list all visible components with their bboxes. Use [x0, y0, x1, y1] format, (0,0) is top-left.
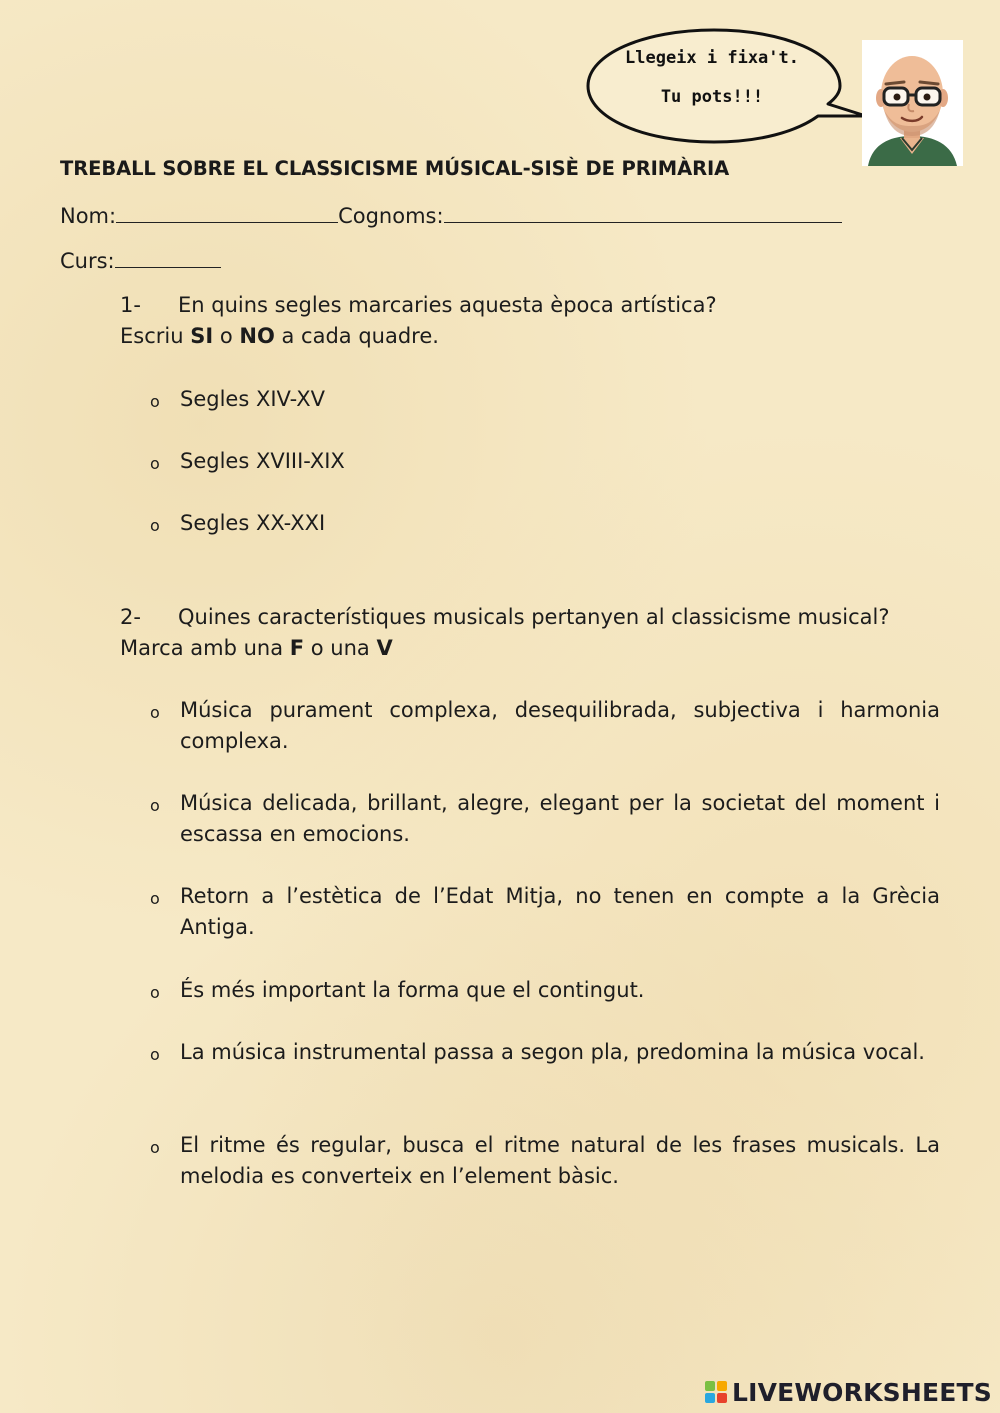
- list-item[interactable]: [150, 788, 940, 850]
- list-item[interactable]: [150, 1130, 940, 1192]
- question-1-instruction: Escriu SI o NO a cada quadre.: [120, 324, 439, 348]
- logo-square-3: [705, 1393, 715, 1403]
- bullet-icon: o: [150, 796, 160, 815]
- liveworksheets-logo: [705, 1378, 992, 1407]
- list-item[interactable]: [150, 881, 940, 943]
- question-2-number: 2-: [120, 605, 141, 629]
- list-item[interactable]: [150, 1037, 940, 1068]
- option-text: És més important la forma que el contingut.: [180, 978, 645, 1002]
- option-text: El ritme és regular, busca el ritme natural de les frases musicals. La melodia es converteix en l’element bàsic.: [180, 1133, 940, 1188]
- option-text: Segles XIV-XV: [180, 387, 325, 411]
- option-text: Segles XX-XXI: [180, 511, 326, 535]
- logo-square-2: [717, 1381, 727, 1391]
- liveworksheets-text: LIVEWORKSHEETS: [731, 1378, 992, 1407]
- question-2-text: Quines característiques musicals pertanyen al classicisme musical?: [178, 605, 890, 629]
- question-1-text: En quins segles marcaries aquesta època artística?: [178, 293, 717, 317]
- curs-label: Curs:: [60, 249, 115, 273]
- list-item[interactable]: [150, 446, 940, 477]
- curs-row: [60, 247, 221, 273]
- nom-label: Nom:: [60, 204, 117, 228]
- avatar: [862, 40, 963, 166]
- list-item[interactable]: [150, 384, 940, 415]
- option-text: Segles XVIII-XIX: [180, 449, 345, 473]
- page-title: TREBALL SOBRE EL CLASSICISME MÚSICAL-SISÈ DE PRIMÀRIA: [60, 157, 730, 180]
- option-text: La música instrumental passa a segon pla, predomina la música vocal.: [180, 1040, 925, 1064]
- bullet-icon: o: [150, 703, 160, 722]
- question-2-instruction: Marca amb una F o una V: [120, 636, 393, 660]
- question-1-number: 1-: [120, 293, 141, 317]
- curs-field[interactable]: [115, 247, 221, 268]
- option-text: Música delicada, brillant, alegre, elegant per la societat del moment i escassa en emocions.: [180, 791, 940, 846]
- bullet-icon: o: [150, 1045, 160, 1064]
- cognoms-field[interactable]: [444, 202, 842, 223]
- list-item[interactable]: [150, 508, 940, 539]
- bullet-icon: o: [150, 889, 160, 908]
- bubble-line-1: Llegeix i fixa't.: [625, 48, 799, 68]
- logo-square-4: [717, 1393, 727, 1403]
- logo-square-1: [705, 1381, 715, 1391]
- question-2: [120, 602, 940, 664]
- bubble-line-2: Tu pots!!!: [660, 87, 764, 107]
- option-text: Retorn a l’estètica de l’Edat Mitja, no tenen en compte a la Grècia Antiga.: [180, 884, 940, 939]
- teacher-avatar-icon: [862, 40, 963, 166]
- list-item[interactable]: [150, 975, 940, 1006]
- liveworksheets-icon: [705, 1381, 729, 1405]
- bullet-icon: o: [150, 1138, 160, 1157]
- list-item[interactable]: [150, 695, 940, 757]
- option-text: Música purament complexa, desequilibrada, subjectiva i harmonia complexa.: [180, 698, 940, 753]
- bullet-icon: o: [150, 392, 160, 411]
- bullet-icon: o: [150, 454, 160, 473]
- bullet-icon: o: [150, 983, 160, 1002]
- question-1: [120, 290, 940, 352]
- bullet-icon: o: [150, 516, 160, 535]
- name-row: [60, 202, 842, 228]
- nom-field[interactable]: [116, 202, 338, 223]
- cognoms-label: Cognoms:: [338, 204, 444, 228]
